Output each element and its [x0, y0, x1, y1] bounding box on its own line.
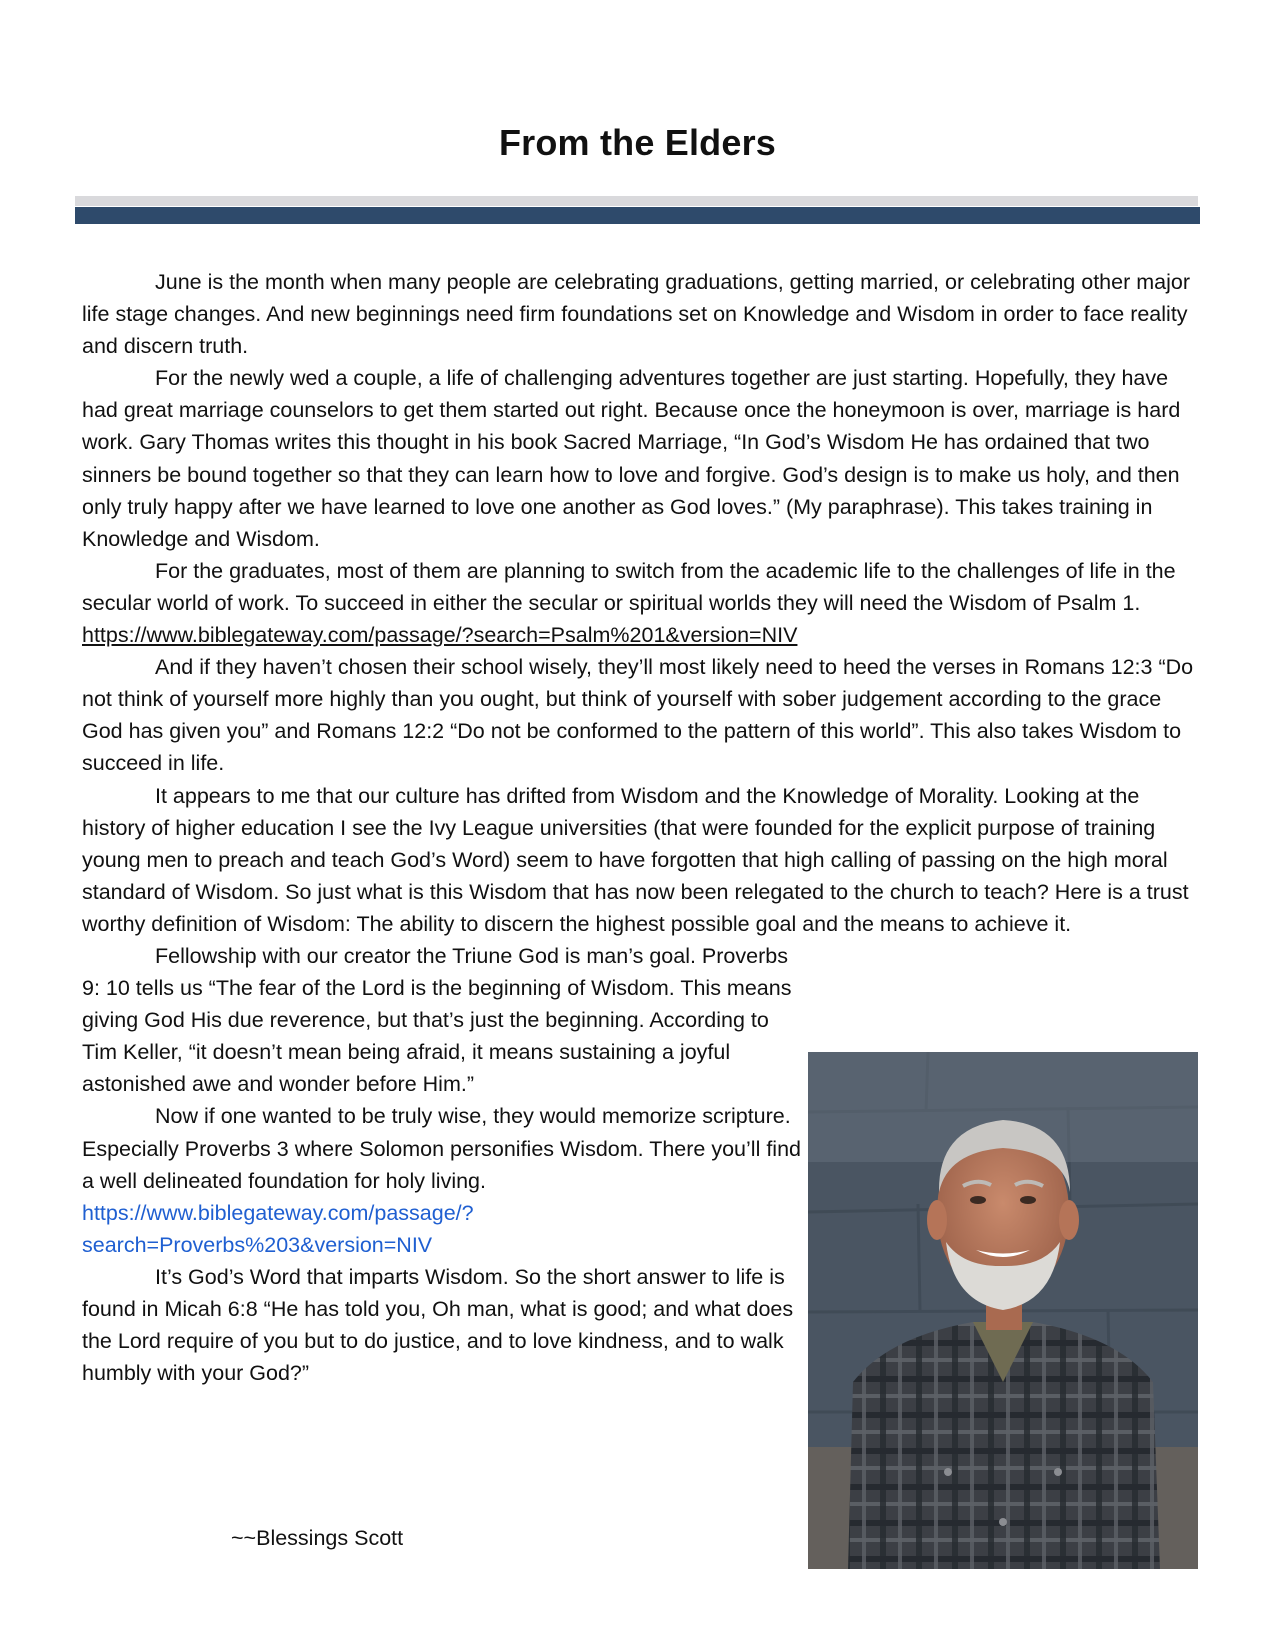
- signature: ~~Blessings Scott: [231, 1526, 404, 1550]
- paragraph-7-text: Now if one wanted to be truly wise, they would memorize scripture. Especially Proverbs 3 where Solomon personifies Wisdom. There you’ll find a well delineated foundation for holy living.: [82, 1104, 801, 1193]
- paragraph-6: Fellowship with our creator the Triune God is man’s goal. Proverbs 9: 10 tells us “The fear of the Lord is the beginning of Wisdom. This means giving God His due reverence, but that’s just the beginning. According to Tim Keller, “it doesn’t mean being afraid, it means sustaining a joyful astonished awe and wonder before Him.”: [82, 943, 792, 1097]
- paragraph-4: And if they haven’t chosen their school wisely, they’ll most likely need to heed the verses in Romans 12:3 “Do not think of yourself more highly than you ought, but think of yourself with sober judgement according to the grace God has given you” and Romans 12:2 “Do not be conformed to the pattern of this world”. This also takes Wisdom to succeed in life.: [82, 655, 1194, 776]
- paragraph-7: [82, 1100, 807, 1260]
- elder-portrait-photo: [808, 1052, 1198, 1569]
- proverbs-3-link[interactable]: https://www.biblegateway.com/passage/?search=Proverbs%203&version=NIV: [82, 1200, 474, 1257]
- page-title: From the Elders: [498, 122, 777, 163]
- paragraph-8: It’s God’s Word that imparts Wisdom. So the short answer to life is found in Micah 6:8 “He has told you, Oh man, what is good; and what does the Lord require of you but to do justice, and to love kindness, and to walk humbly with your God?”: [82, 1264, 794, 1386]
- psalm-1-link[interactable]: https://www.biblegateway.com/passage/?search=Psalm%201&version=NIV: [82, 623, 798, 648]
- header-rule-blue: [75, 207, 1200, 224]
- paragraph-3: [82, 555, 1202, 651]
- paragraph-1: June is the month when many people are celebrating graduations, getting married, or celebrating other major life stage changes. And new beginnings need firm foundations set on Knowledge and Wisdom in order to face reality and discern truth.: [82, 270, 1190, 359]
- paragraph-3-text: For the graduates, most of them are planning to switch from the academic life to the challenges of life in the secular world of work. To succeed in either the secular or spiritual worlds they will need the Wisdom of Psalm 1.: [82, 558, 1176, 615]
- wrapped-text-column: [82, 940, 807, 1389]
- header-rule-gray: [75, 196, 1198, 206]
- paragraph-2: For the newly wed a couple, a life of challenging adventures together are just starting. Hopefully, they have had great marriage counselors to get them started out right. Because once the honeymoon is over, marriage is hard work. Gary Thomas writes this thought in his book Sacred Marriage, “In God’s Wisdom He has ordained that two sinners be bound together so that they can learn how to love and forgive. God’s design is to make us holy, and then only truly happy after we have learned to love one another as God loves.” (My paraphrase). This takes training in Knowledge and Wisdom.: [82, 366, 1181, 551]
- paragraph-5: It appears to me that our culture has drifted from Wisdom and the Knowledge of Morality. Looking at the history of higher education I see the Ivy League universities (that were founded for the explicit purpose of training young men to preach and teach God’s Word) seem to have forgotten that high calling of passing on the high moral standard of Wisdom. So just what is this Wisdom that has now been relegated to the church to teach? Here is a trust worthy definition of Wisdom: The ability to discern the highest possible goal and the means to achieve it.: [82, 783, 1189, 936]
